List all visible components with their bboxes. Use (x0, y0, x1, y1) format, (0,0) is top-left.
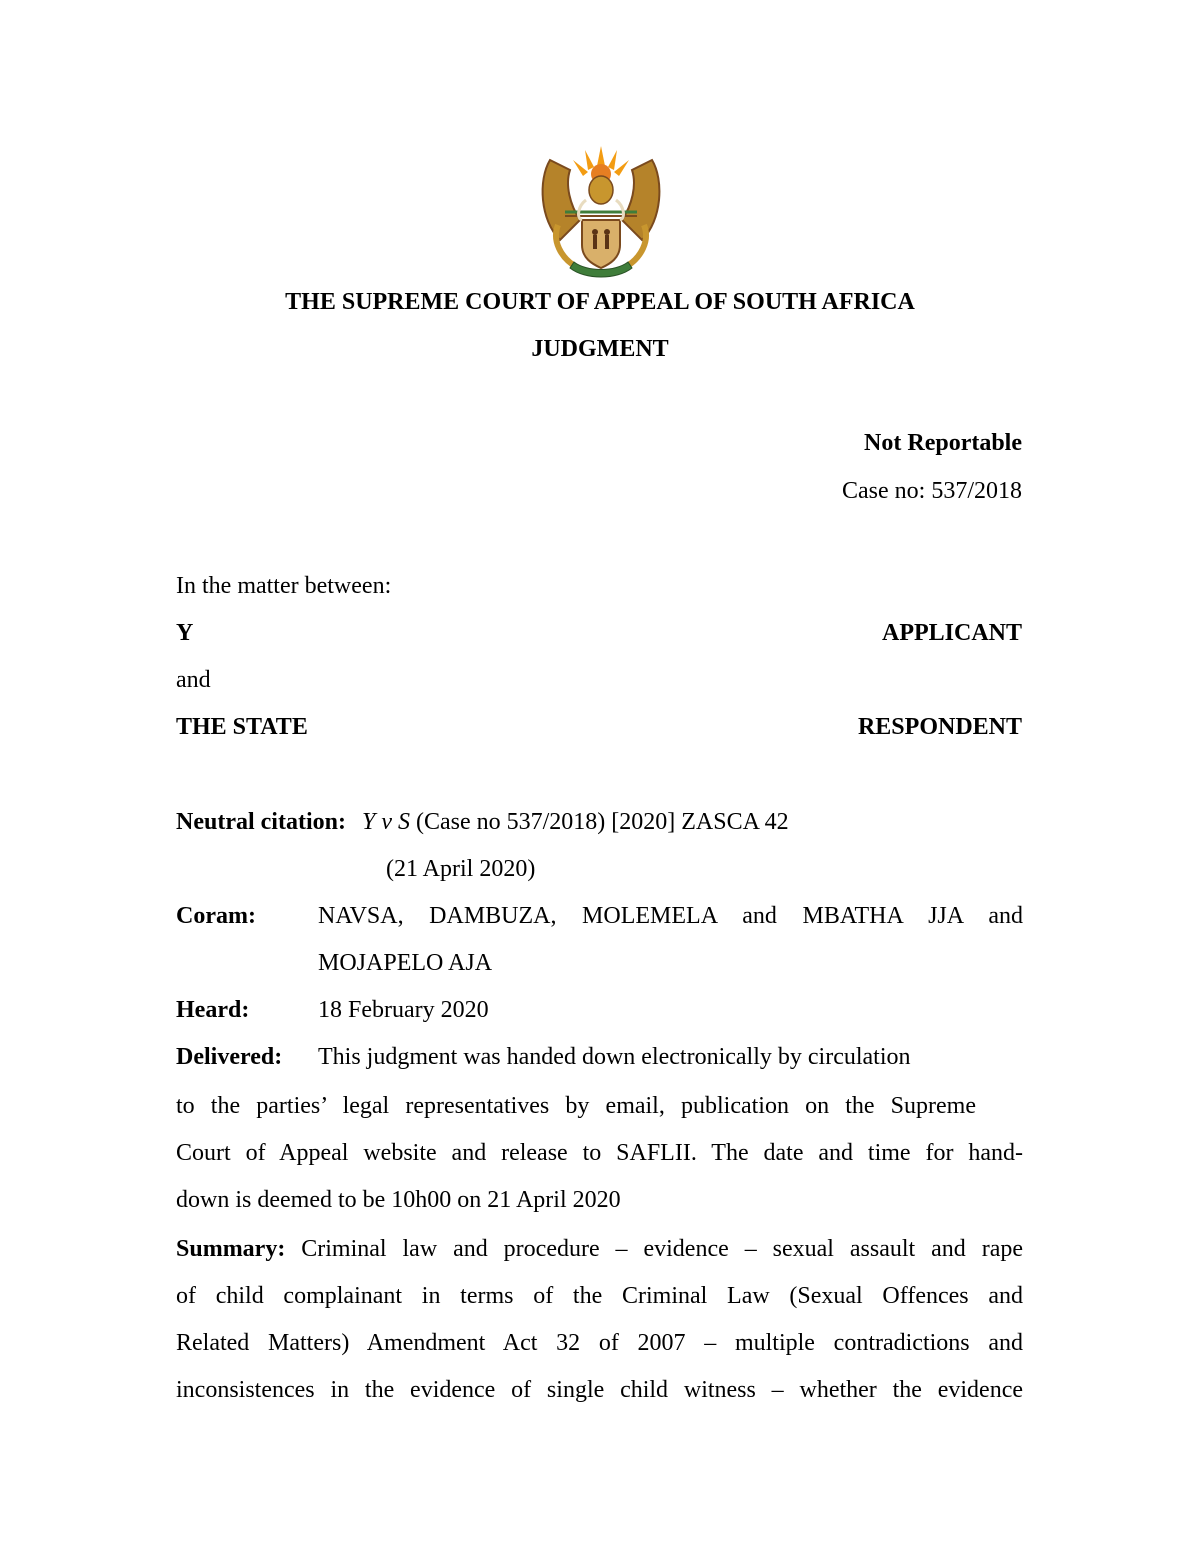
summary-text-line1: Criminal law and procedure – evidence – sexual assault and rape (285, 1236, 1023, 1262)
coram-label: Coram: (176, 903, 256, 929)
summary-line3: Related Matters) Amendment Act 32 of 2007 – multiple contradictions and (176, 1330, 1023, 1356)
parties-intro: In the matter between: (176, 573, 392, 599)
respondent-name: THE STATE (176, 714, 308, 740)
citation-reference: (Case no 537/2018) [2020] ZASCA 42 (409, 809, 789, 835)
delivered-line2: to the parties’ legal representatives by email, publication on the Supreme (176, 1093, 976, 1119)
case-name: Y v S (361, 809, 410, 835)
summary-label: Summary: (176, 1236, 286, 1262)
neutral-citation (176, 810, 789, 834)
delivered-line4: down is deemed to be 10h00 on 21 April 2020 (176, 1187, 621, 1213)
delivered-line3: Court of Appeal website and release to SAFLII. The date and time for hand- (176, 1140, 1023, 1166)
citation-date: (21 April 2020) (386, 856, 536, 882)
applicant-role: APPLICANT (881, 620, 1022, 646)
coat-of-arms-icon (530, 140, 672, 282)
coram-judges-line2: MOJAPELO AJA (318, 950, 493, 976)
summary-line4: inconsistences in the evidence of single child witness – whether the evidence (176, 1377, 1023, 1403)
coram-judges-line1: NAVSA, DAMBUZA, MOLEMELA and MBATHA JJA and (318, 903, 1023, 929)
applicant-name: Y (176, 620, 194, 646)
summary-line2: of child complainant in terms of the Criminal Law (Sexual Offences and (176, 1283, 1023, 1309)
and-separator: and (176, 667, 211, 693)
reportable-status: Not Reportable (864, 430, 1022, 456)
heard-label: Heard: (176, 997, 250, 1023)
case-number: Case no: 537/2018 (842, 478, 1022, 504)
summary-line1 (176, 1237, 1023, 1261)
respondent-role: RESPONDENT (857, 714, 1022, 740)
neutral-citation-label: Neutral citation: (176, 809, 346, 835)
judgment-heading: JUDGMENT (531, 336, 669, 362)
delivered-label: Delivered: (176, 1044, 283, 1070)
delivered-line1: This judgment was handed down electronically by circulation (318, 1044, 911, 1070)
heard-date: 18 February 2020 (318, 997, 489, 1023)
court-heading: THE SUPREME COURT OF APPEAL OF SOUTH AFRICA (285, 289, 915, 315)
